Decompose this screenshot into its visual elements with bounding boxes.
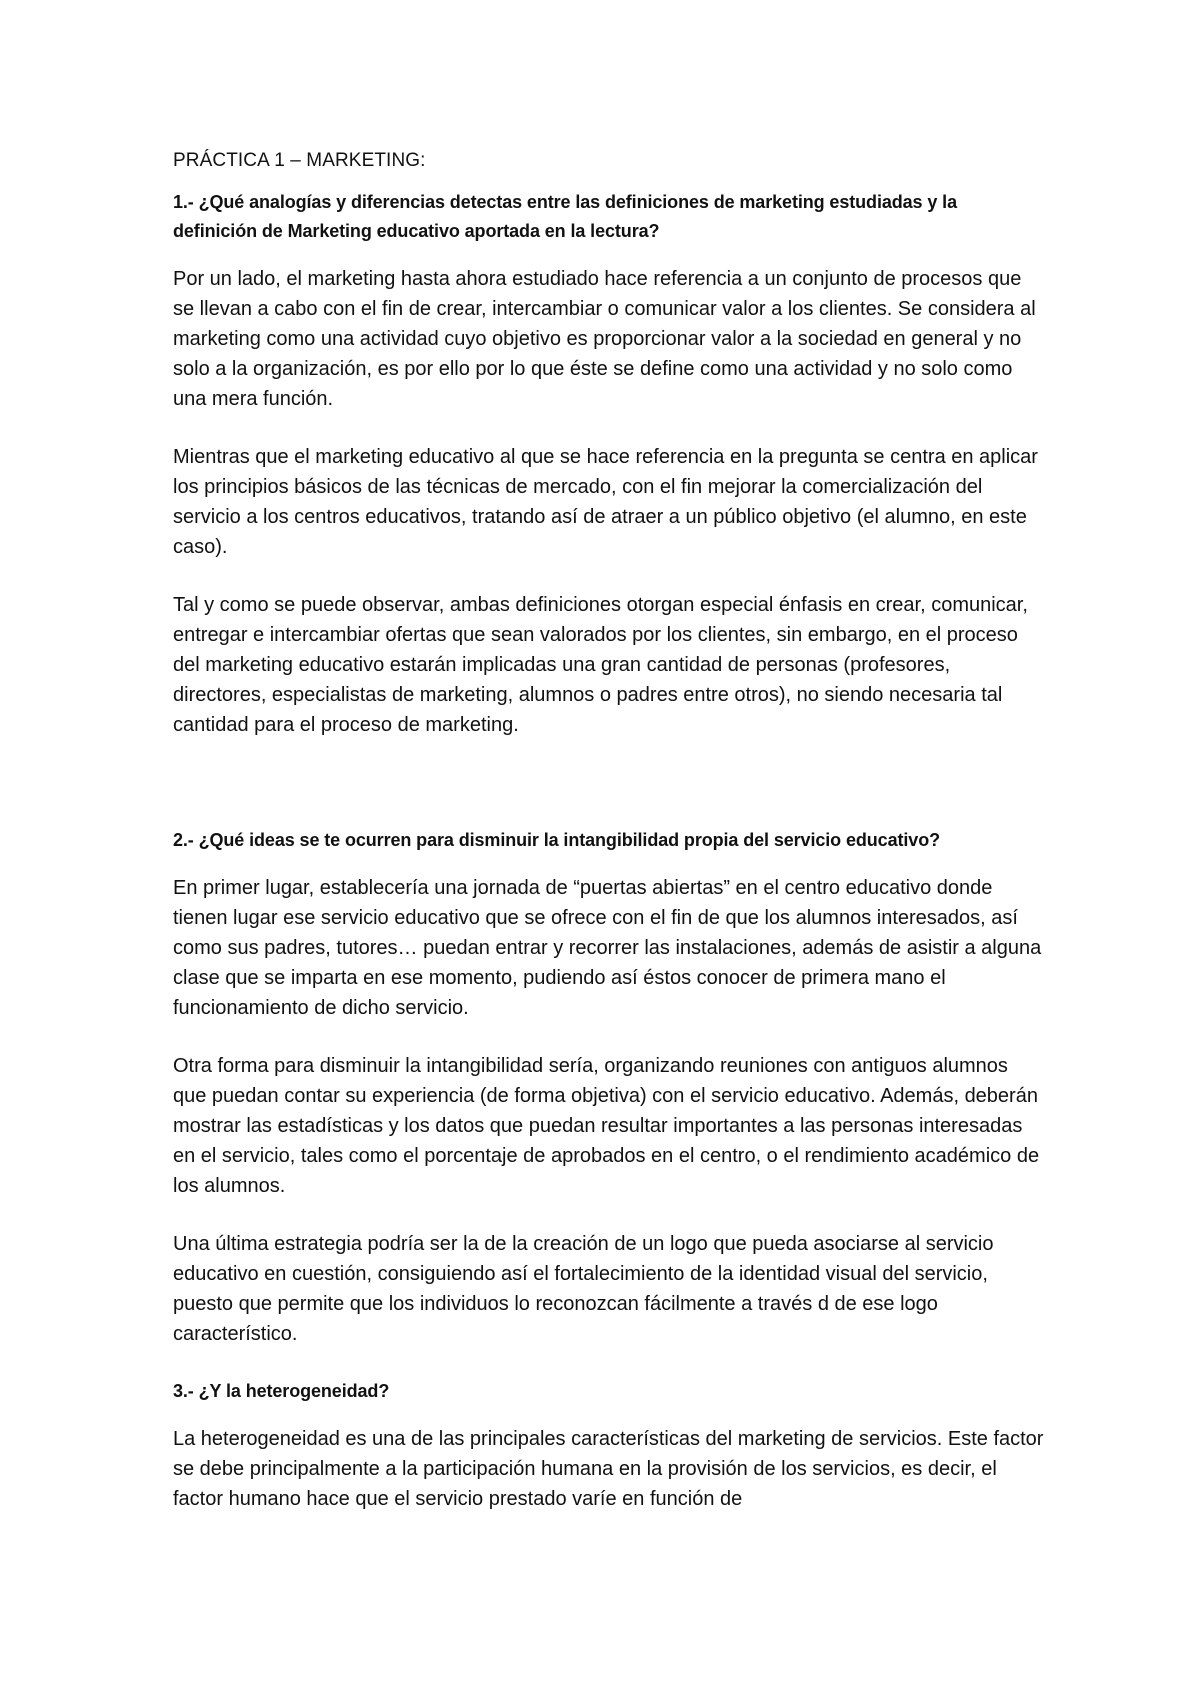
section-question-2 bbox=[173, 826, 1045, 1349]
answer-3-paragraph-1: La heterogeneidad es una de las principales características del marketing de servicios. Este factor se debe principalmente a la participación humana en la provisión de los servicios, es decir, el factor humano hace que el servicio prestado varíe en función de bbox=[173, 1428, 1044, 1510]
section-question-1 bbox=[173, 188, 1045, 740]
question-1-heading: 1.- ¿Qué analogías y diferencias detectas entre las definiciones de marketing estudiadas y la definición de Marketing educativo aportada en la lectura? bbox=[173, 192, 957, 241]
answer-1-paragraph-3: Tal y como se puede observar, ambas definiciones otorgan especial énfasis en crear, comunicar, entregar e intercambiar ofertas que sean valorados por los clientes, sin embargo, en el proceso del marketing educativo estarán implicadas una gran cantidad de personas (profesores, directores, especialistas de marketing, alumnos o padres entre otros), no siendo necesaria tal cantidad para el proceso de marketing. bbox=[173, 594, 1028, 736]
document-body bbox=[173, 146, 1045, 1542]
answer-2-paragraph-2: Otra forma para disminuir la intangibilidad sería, organizando reuniones con antiguos alumnos que puedan contar su experiencia (de forma objetiva) con el servicio educativo. Además, deberán mostrar las estadísticas y los datos que puedan resultar importantes a las personas interesadas en el servicio, tales como el porcentaje de aprobados en el centro, o el rendimiento académico de los alumnos. bbox=[173, 1055, 1040, 1197]
answer-2-paragraph-1: En primer lugar, establecería una jornada de “puertas abiertas” en el centro educativo donde tienen lugar ese servicio educativo que se ofrece con el fin de que los alumnos interesados, así como sus padres, tutores… puedan entrar y recorrer las instalaciones, además de asistir a alguna clase que se imparta en ese momento, pudiendo así éstos conocer de primera mano el funcionamiento de dicho servicio. bbox=[173, 877, 1042, 1019]
answer-1-paragraph-2: Mientras que el marketing educativo al que se hace referencia en la pregunta se centra en aplicar los principios básicos de las técnicas de mercado, con el fin mejorar la comercialización del servicio a los centros educativos, tratando así de atraer a un público objetivo (el alumno, en este caso). bbox=[173, 446, 1038, 558]
section-spacer bbox=[173, 768, 1045, 826]
section-question-3 bbox=[173, 1377, 1045, 1514]
answer-1-paragraph-1: Por un lado, el marketing hasta ahora estudiado hace referencia a un conjunto de procesos que se llevan a cabo con el fin de crear, intercambiar o comunicar valor a los clientes. Se considera al marketing como una actividad cuyo objetivo es proporcionar valor a la sociedad en general y no solo a la organización, es por ello por lo que éste se define como una actividad y no solo como una mera función. bbox=[173, 268, 1036, 410]
question-2-heading: 2.- ¿Qué ideas se te ocurren para disminuir la intangibilidad propia del servicio educativo? bbox=[173, 830, 940, 850]
answer-2-paragraph-3: Una última estrategia podría ser la de la creación de un logo que pueda asociarse al servicio educativo en cuestión, consiguiendo así el fortalecimiento de la identidad visual del servicio, puesto que permite que los individuos lo reconozcan fácilmente a través d de ese logo característico. bbox=[173, 1233, 994, 1345]
document-title: PRÁCTICA 1 – MARKETING: bbox=[173, 150, 426, 171]
question-3-heading: 3.- ¿Y la heterogeneidad? bbox=[173, 1381, 390, 1401]
